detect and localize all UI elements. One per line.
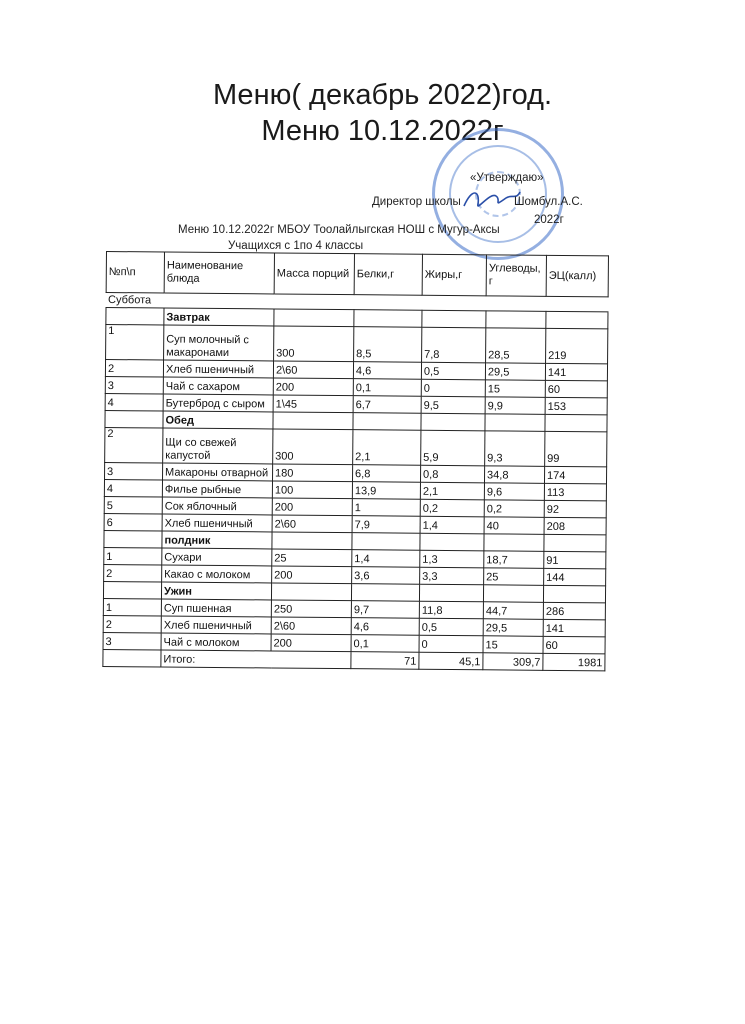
fat-value: 0,2	[420, 499, 484, 517]
section-empty-cell	[272, 532, 352, 550]
table-row	[106, 325, 608, 364]
carb-value: 25	[484, 568, 544, 586]
protein-value: 6,8	[352, 465, 420, 483]
dish-name: Бутерброд с сыром	[163, 394, 273, 412]
section-number-cell	[103, 581, 161, 599]
menu-table	[102, 251, 609, 671]
row-number: 3	[105, 462, 163, 480]
protein-value: 6,7	[353, 396, 421, 414]
kcal-value: 153	[545, 397, 607, 415]
section-empty-cell	[352, 533, 420, 551]
section-empty-cell	[484, 534, 544, 552]
total-empty-cell	[103, 649, 161, 667]
section-number-cell	[104, 530, 162, 548]
dish-name: Суп пшенная	[161, 599, 271, 617]
carb-value: 9,6	[484, 483, 544, 501]
dish-name: Чай с сахаром	[163, 377, 273, 395]
kcal-value: 208	[544, 517, 606, 535]
section-empty-cell	[354, 310, 422, 328]
kcal-value: 60	[543, 636, 605, 654]
col-header-carb: Углеводы, г	[486, 255, 546, 297]
section-name: полдник	[162, 531, 272, 549]
protein-value: 2,1	[353, 430, 421, 466]
portion-mass: 25	[272, 549, 352, 567]
kcal-value: 99	[545, 431, 607, 467]
kcal-value: 141	[545, 363, 607, 381]
carb-value: 29,5	[485, 363, 545, 381]
dish-name: Хлеб пшеничный	[161, 616, 271, 634]
section-empty-cell	[486, 311, 546, 329]
dish-name: Макароны отварной	[163, 463, 273, 481]
row-number: 3	[105, 376, 163, 394]
col-header-protein: Белки,г	[354, 254, 422, 296]
col-header-mass: Масса порций	[274, 253, 354, 295]
section-empty-cell	[420, 533, 484, 551]
fat-value: 0,8	[420, 465, 484, 483]
dish-name: Чай с молоком	[161, 633, 271, 651]
dish-name: Сок яблочный	[162, 497, 272, 515]
page-title: Меню( декабрь 2022)год.	[212, 79, 553, 111]
total-protein: 71	[351, 652, 419, 670]
row-number: 1	[103, 598, 161, 616]
fat-value: 5,9	[421, 430, 485, 466]
menu-date-title: Меню 10.12.2022г	[261, 115, 504, 147]
total-label: Итого:	[161, 650, 351, 669]
fat-value: 0	[419, 635, 483, 653]
protein-value: 1	[352, 499, 420, 517]
section-empty-cell	[545, 414, 607, 432]
menu-table-wrapper	[102, 251, 608, 671]
section-empty-cell	[546, 311, 608, 329]
section-empty-cell	[544, 534, 606, 552]
dish-name: Сухари	[162, 548, 272, 566]
section-empty-cell	[271, 583, 351, 601]
fat-value: 2,1	[420, 482, 484, 500]
carb-value: 0,2	[484, 500, 544, 518]
table-row	[105, 427, 607, 466]
col-header-fat: Жиры,г	[422, 254, 486, 296]
table-header-row	[106, 252, 608, 297]
row-number: 1	[106, 325, 164, 361]
col-header-dish: Наименование блюда	[164, 252, 274, 294]
total-carb: 309,7	[483, 653, 543, 671]
row-number: 6	[104, 513, 162, 531]
protein-value: 0,1	[351, 635, 419, 653]
row-number: 2	[105, 427, 163, 463]
kcal-value: 174	[544, 466, 606, 484]
portion-mass: 200	[272, 566, 352, 584]
section-empty-cell	[543, 585, 605, 603]
portion-mass: 2\60	[273, 361, 353, 379]
row-number: 3	[103, 632, 161, 650]
portion-mass: 200	[272, 498, 352, 516]
dish-name: Щи со свежей капустой	[163, 428, 273, 464]
section-number-cell	[106, 308, 164, 326]
carb-value: 28,5	[486, 328, 546, 364]
section-number-cell	[105, 410, 163, 428]
row-number: 2	[105, 360, 163, 378]
protein-value: 4,6	[353, 362, 421, 380]
section-empty-cell	[274, 309, 354, 327]
section-empty-cell	[422, 310, 486, 328]
portion-mass: 1\45	[273, 395, 353, 413]
kcal-value: 92	[544, 500, 606, 518]
dish-name: Хлеб пшеничный	[163, 360, 273, 378]
kcal-value: 141	[543, 619, 605, 637]
approval-year: 2022г	[534, 214, 564, 226]
section-empty-cell	[421, 413, 485, 431]
portion-mass: 200	[273, 378, 353, 396]
portion-mass: 250	[271, 600, 351, 618]
kcal-value: 286	[543, 602, 605, 620]
dish-name: Суп молочный с макаронами	[164, 325, 274, 361]
kcal-value: 60	[545, 380, 607, 398]
fat-value: 0,5	[421, 362, 485, 380]
row-number: 4	[105, 393, 163, 411]
portion-mass: 2\60	[271, 617, 351, 635]
protein-value: 0,1	[353, 379, 421, 397]
protein-value: 1,4	[352, 550, 420, 568]
total-fat: 45,1	[419, 652, 483, 670]
row-number: 4	[104, 479, 162, 497]
protein-value: 13,9	[352, 482, 420, 500]
section-empty-cell	[353, 413, 421, 431]
kcal-value: 219	[546, 328, 608, 364]
section-name: Обед	[163, 411, 273, 429]
protein-value: 7,9	[352, 516, 420, 534]
protein-value: 3,6	[352, 567, 420, 585]
section-name: Ужин	[161, 582, 271, 600]
day-label: Суббота	[106, 293, 608, 312]
protein-value: 9,7	[351, 601, 419, 619]
dish-name: Филье рыбные	[162, 480, 272, 498]
kcal-value: 144	[544, 568, 606, 586]
carb-value: 15	[485, 380, 545, 398]
section-empty-cell	[483, 585, 543, 603]
protein-value: 4,6	[351, 618, 419, 636]
carb-value: 9,9	[485, 397, 545, 415]
director-name: Шомбул.А.С.	[514, 196, 583, 208]
portion-mass: 300	[274, 326, 354, 362]
carb-value: 44,7	[483, 602, 543, 620]
section-empty-cell	[273, 412, 353, 430]
fat-value: 11,8	[419, 601, 483, 619]
fat-value: 9,5	[421, 396, 485, 414]
director-label: Директор школы	[372, 196, 461, 208]
row-number: 1	[104, 547, 162, 565]
total-kcal: 1981	[543, 653, 605, 671]
total-row	[103, 649, 605, 670]
carb-value: 15	[483, 636, 543, 654]
carb-value: 9,3	[485, 431, 545, 467]
grades-subtitle: Учащихся с 1по 4 классы	[228, 240, 364, 252]
kcal-value: 91	[544, 551, 606, 569]
dish-name: Хлеб пшеничный	[162, 514, 272, 532]
portion-mass: 300	[273, 429, 353, 465]
protein-value: 8,5	[354, 327, 422, 363]
fat-value: 0	[421, 379, 485, 397]
fat-value: 3,3	[420, 567, 484, 585]
portion-mass: 180	[272, 464, 352, 482]
section-empty-cell	[351, 584, 419, 602]
section-empty-cell	[485, 414, 545, 432]
menu-subtitle: Меню 10.12.2022г МБОУ Тоолайлыгская НОШ с Мугур-Аксы	[178, 224, 500, 236]
portion-mass: 200	[271, 634, 351, 652]
fat-value: 1,3	[420, 550, 484, 568]
col-header-kcal: ЭЦ(калл)	[546, 255, 608, 297]
fat-value: 7,8	[422, 327, 486, 363]
section-empty-cell	[419, 584, 483, 602]
row-number: 5	[104, 496, 162, 514]
col-header-number: №п\п	[106, 252, 164, 294]
dish-name: Какао с молоком	[162, 565, 272, 583]
portion-mass: 100	[272, 481, 352, 499]
approve-label: «Утверждаю»	[470, 172, 544, 184]
row-number: 2	[103, 615, 161, 633]
carb-value: 40	[484, 517, 544, 535]
director-signature	[462, 186, 522, 212]
section-name: Завтрак	[164, 308, 274, 326]
carb-value: 18,7	[484, 551, 544, 569]
fat-value: 0,5	[419, 618, 483, 636]
fat-value: 1,4	[420, 516, 484, 534]
kcal-value: 113	[544, 483, 606, 501]
carb-value: 34,8	[484, 466, 544, 484]
carb-value: 29,5	[483, 619, 543, 637]
row-number: 2	[104, 564, 162, 582]
portion-mass: 2\60	[272, 515, 352, 533]
